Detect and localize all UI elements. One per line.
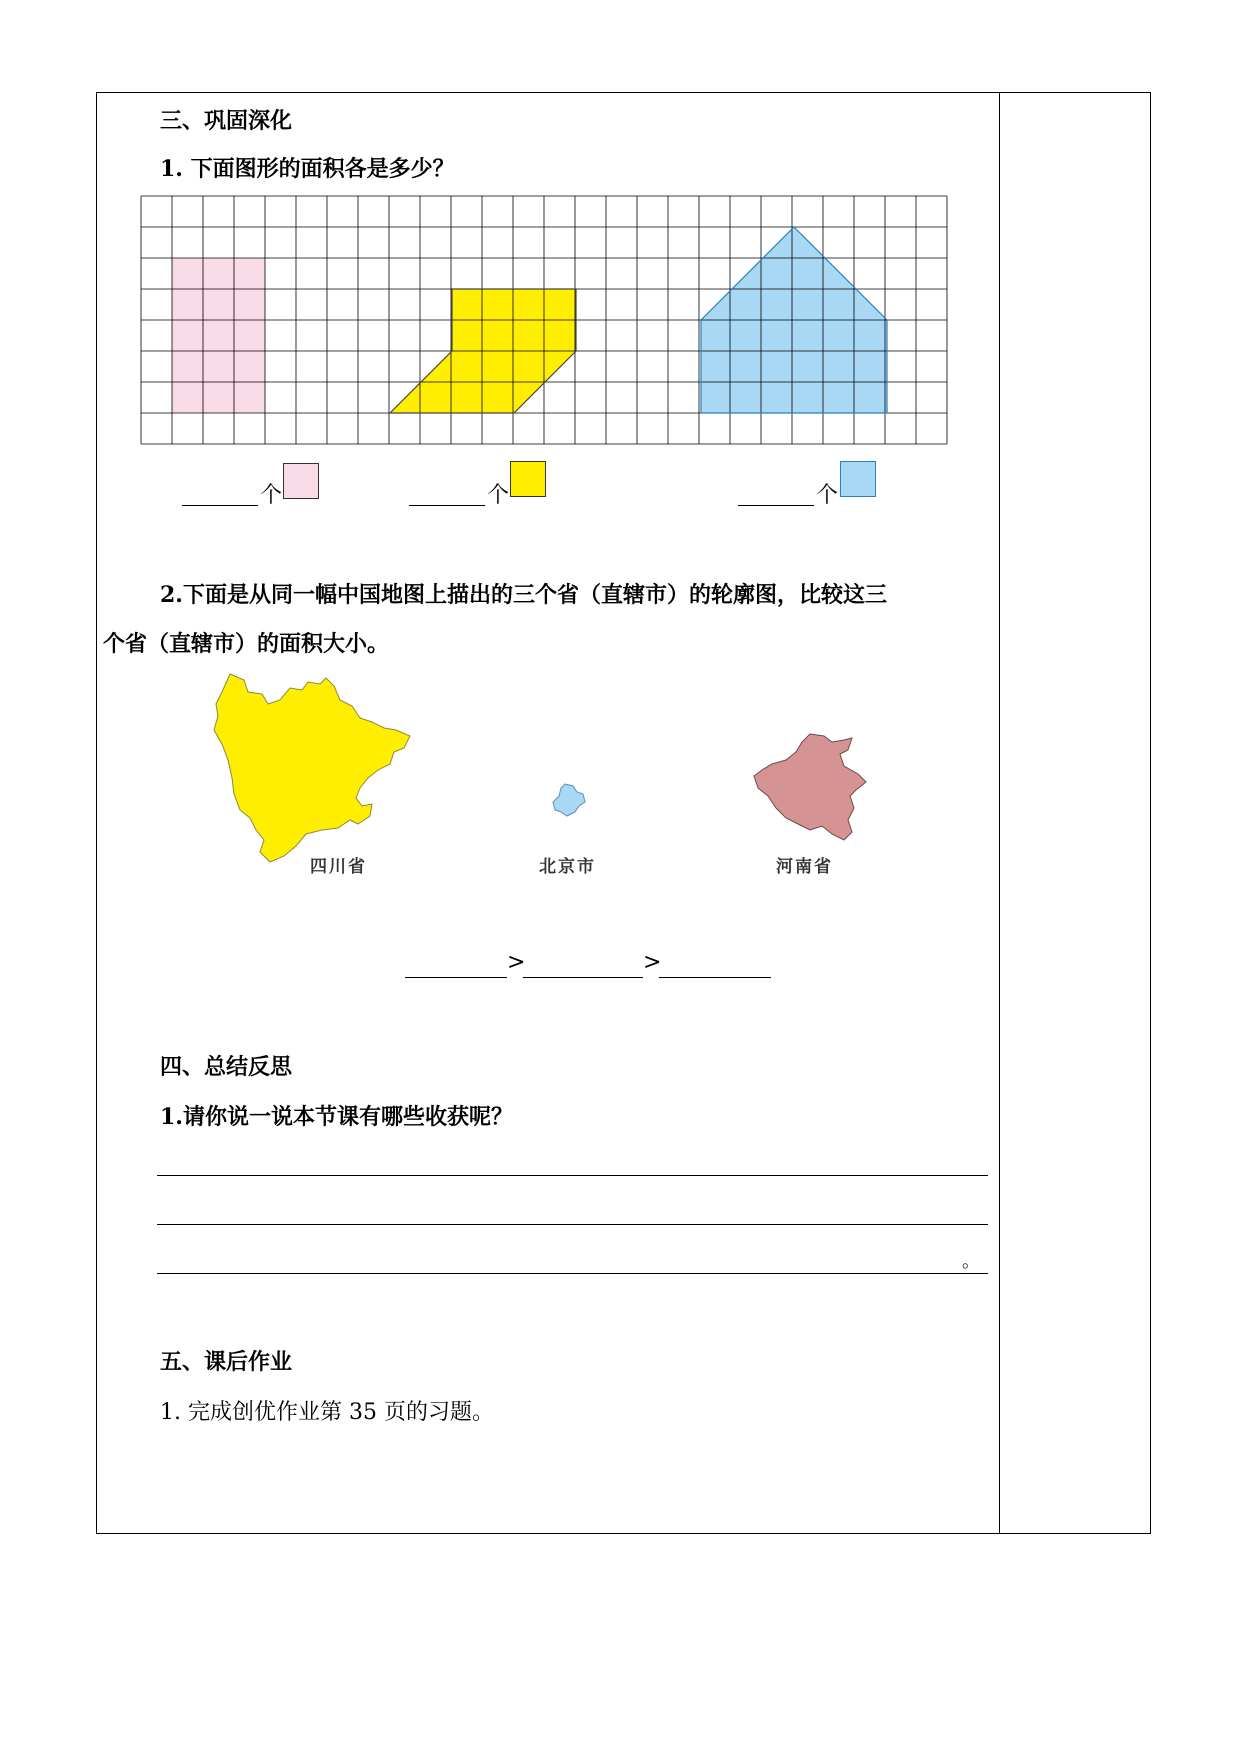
answer-line-1[interactable] [157, 1175, 988, 1176]
sichuan-label: 四川省 [310, 857, 367, 877]
section-5-heading: 五、课后作业 [160, 1349, 293, 1375]
pink-rectangle [172, 258, 265, 413]
unit-text-pink: 个 [260, 483, 283, 508]
answer-line-2[interactable] [157, 1224, 988, 1225]
pink-unit-square [283, 463, 319, 499]
reflection-question: 1.请你说一说本节课有哪些收获呢？ [160, 1104, 513, 1130]
compare-blank-2[interactable] [523, 977, 643, 978]
unit-text-yellow: 个 [487, 483, 510, 508]
end-period: 。 [962, 1251, 980, 1272]
yellow-unit-square [510, 461, 546, 497]
sichuan-map [210, 670, 416, 866]
compare-blank-3[interactable] [659, 977, 771, 978]
compare-blank-1[interactable] [405, 977, 507, 978]
section-4-heading: 四、总结反思 [160, 1054, 293, 1080]
question-2-text-line1: 2.下面是从同一幅中国地图上描出的三个省（直辖市）的轮廓图，比较这三 [160, 582, 887, 608]
homework-item-1: 1. 完成创优作业第 35 页的习题。 [160, 1400, 494, 1425]
answer-line-3[interactable] [157, 1273, 988, 1274]
unit-text-blue: 个 [816, 483, 839, 508]
answer-blank-blue[interactable] [738, 505, 814, 506]
beijing-label: 北京市 [539, 857, 596, 877]
question-2-text-line2: 个省（直辖市）的面积大小。 [103, 631, 390, 657]
blue-unit-square [840, 461, 876, 497]
table-column-divider [999, 92, 1000, 1534]
greater-than-sign-2: > [643, 950, 662, 975]
area-grid-figure [140, 195, 952, 449]
section-3-heading: 三、巩固深化 [160, 108, 293, 134]
henan-label: 河南省 [776, 857, 833, 877]
answer-blank-yellow[interactable] [409, 505, 485, 506]
henan-map [752, 730, 872, 842]
beijing-map [551, 782, 589, 818]
answer-blank-pink[interactable] [182, 505, 258, 506]
greater-than-sign-1: > [507, 950, 526, 975]
question-1-text: 1. 下面图形的面积各是多少？ [160, 156, 455, 182]
